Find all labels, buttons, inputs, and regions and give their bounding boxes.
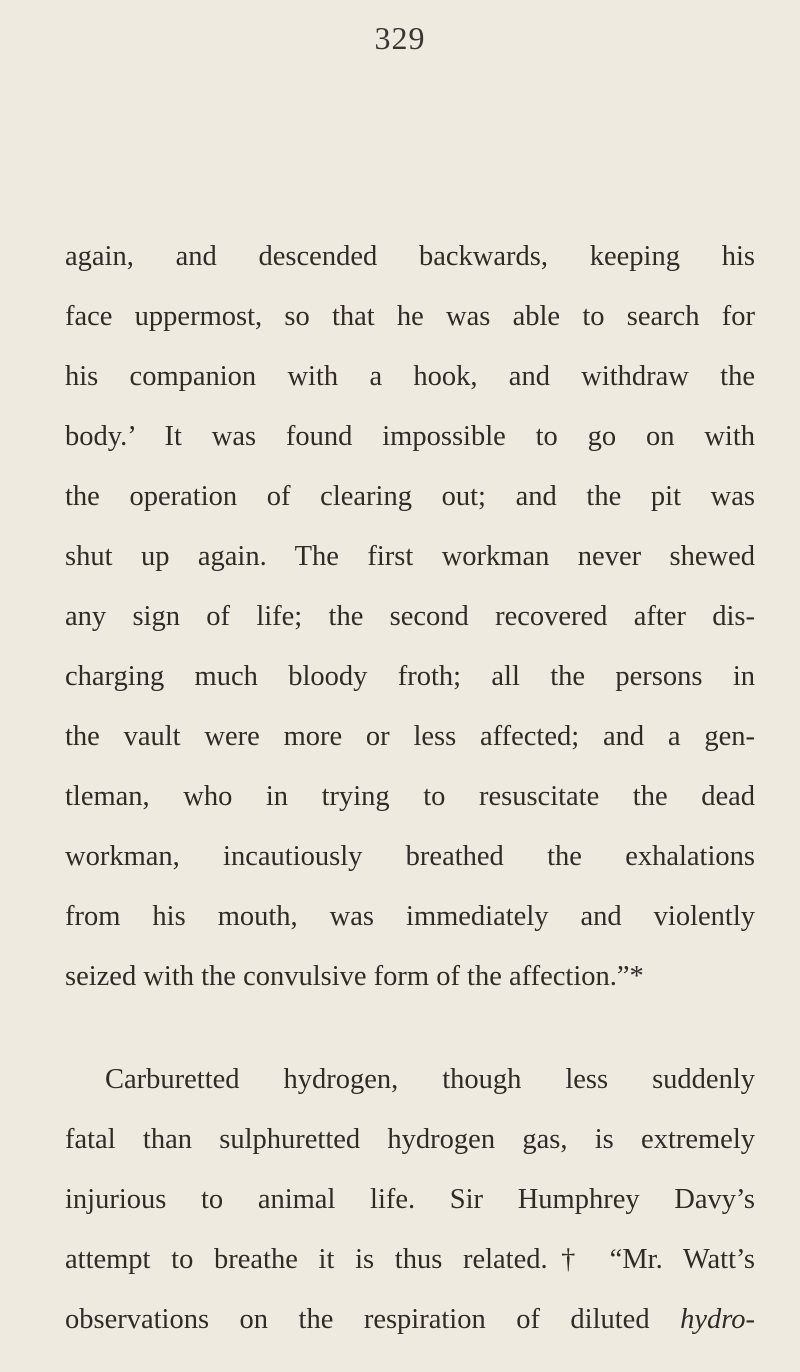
text-line: charging much bloody froth; all the persons in bbox=[65, 661, 755, 692]
text-line: again, and descended backwards, keeping his bbox=[65, 241, 755, 272]
text-line: seized with the convulsive form of the affection.”* bbox=[65, 961, 644, 992]
text-line: shut up again. The first workman never shewed bbox=[65, 541, 755, 572]
text-line: fatal than sulphuretted hydrogen gas, is extremely bbox=[65, 1124, 755, 1155]
text-line: workman, incautiously breathed the exhalations bbox=[65, 841, 755, 872]
text-line: from his mouth, was immediately and violently bbox=[65, 901, 755, 932]
italic-term: hydro- bbox=[680, 1304, 755, 1335]
text-line bbox=[65, 1306, 755, 1335]
text-line: his companion with a hook, and withdraw the bbox=[65, 361, 755, 392]
text-line: tleman, who in trying to resuscitate the dead bbox=[65, 781, 755, 812]
page-number: 329 bbox=[374, 20, 426, 56]
text-line: face uppermost, so that he was able to search for bbox=[65, 301, 755, 332]
text-line: the vault were more or less affected; and a gen- bbox=[65, 721, 755, 752]
paragraph-opening-line: Carburetted hydrogen, though less suddenly bbox=[105, 1064, 755, 1095]
text-line: body.’ It was found impossible to go on with bbox=[65, 421, 755, 452]
text-line: attempt to breathe it is thus related.† “Mr. Watt’s bbox=[65, 1244, 755, 1275]
text-line: the operation of clearing out; and the pit was bbox=[65, 481, 755, 512]
text-line: any sign of life; the second recovered after dis- bbox=[65, 601, 755, 632]
line-text: observations on the respiration of diluted bbox=[65, 1304, 650, 1335]
text-line: injurious to animal life. Sir Humphrey Davy’s bbox=[65, 1184, 755, 1215]
